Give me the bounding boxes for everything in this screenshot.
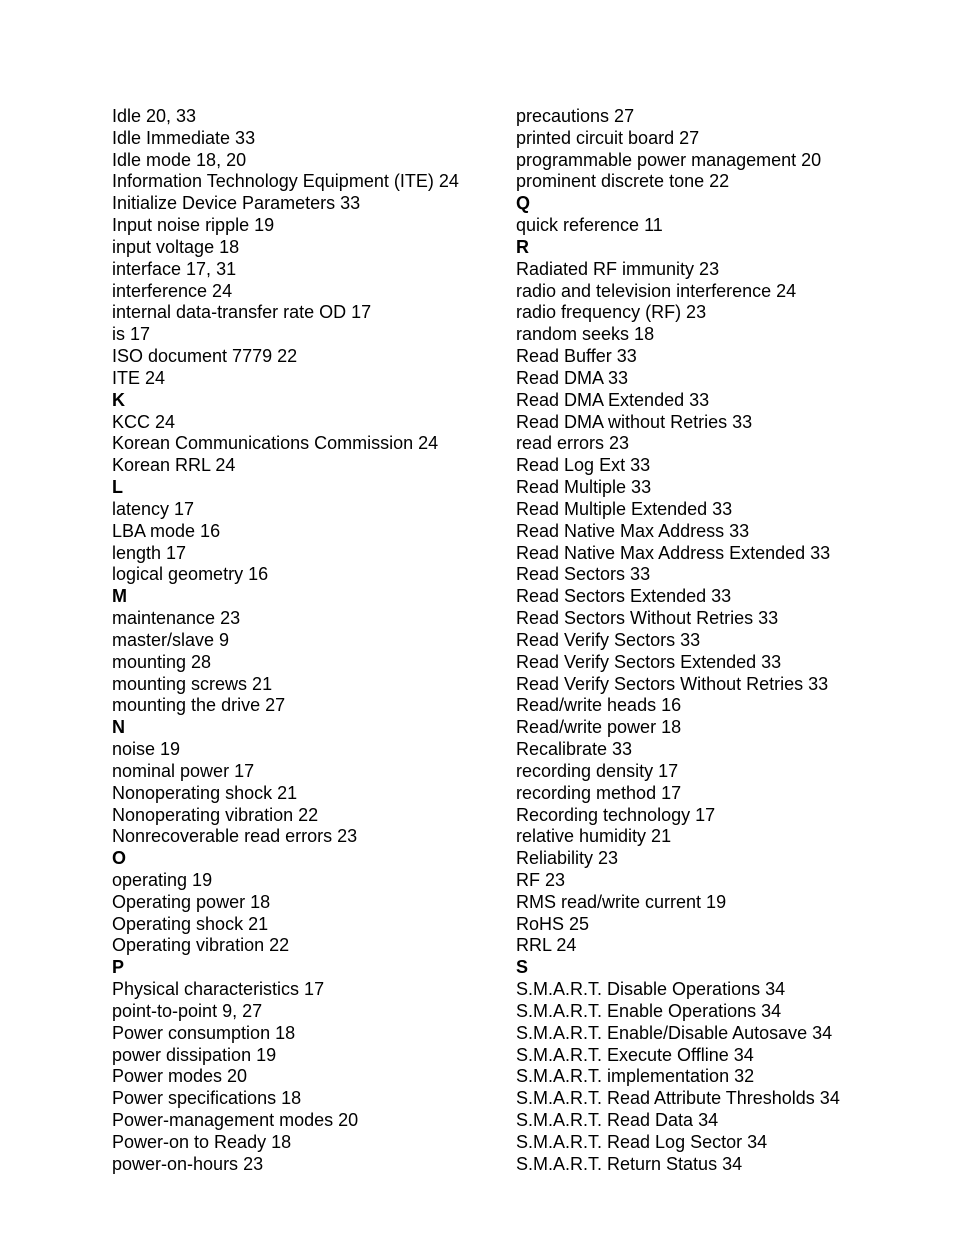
index-letter-heading: L (112, 477, 123, 498)
index-letter-heading: M (112, 586, 127, 607)
index-entry: Read Buffer 33 (516, 346, 637, 367)
index-entry: interference 24 (112, 280, 233, 301)
index-entry: recording density 17 (516, 760, 679, 781)
index-entry: Read Verify Sectors Extended 33 (516, 651, 782, 672)
index-entry: is 17 (112, 324, 151, 345)
index-entry: Power specifications 18 (112, 1088, 302, 1109)
index-entry: S.M.A.R.T. implementation 32 (516, 1066, 755, 1087)
index-letter-heading: P (112, 957, 125, 978)
index-letter-heading: R (516, 236, 529, 257)
index-entry: S.M.A.R.T. Return Status 34 (516, 1153, 743, 1174)
index-entry: Idle 20, 33 (112, 106, 197, 126)
index-letter-heading: S (516, 957, 529, 978)
index-entry: Read DMA without Retries 33 (516, 411, 753, 432)
index-entry: Korean Communications Commission 24 (112, 433, 439, 454)
index-entry: latency 17 (112, 498, 195, 519)
index-entry: KCC 24 (112, 411, 176, 432)
index-entry: Read Multiple 33 (516, 477, 652, 498)
index-entry: Read/write power 18 (516, 717, 682, 738)
index-entry: nominal power 17 (112, 760, 255, 781)
index-letter-heading: Q (516, 193, 531, 214)
index-entry: master/slave 9 (112, 629, 230, 650)
index-entry: point-to-point 9, 27 (112, 1000, 263, 1021)
index-entry: S.M.A.R.T. Disable Operations 34 (516, 979, 786, 1000)
index-entry: Recalibrate 33 (516, 739, 633, 760)
index-entry: Reliability 23 (516, 848, 619, 869)
index-entry: random seeks 18 (516, 324, 655, 345)
index-entry: Operating vibration 22 (112, 935, 290, 956)
index-entry: mounting the drive 27 (112, 695, 286, 716)
index-entry: noise 19 (112, 739, 181, 760)
index-letter-heading: O (112, 848, 127, 869)
index-entry: Read Sectors 33 (516, 564, 651, 585)
index-entry: Read DMA Extended 33 (516, 389, 710, 410)
index-entry: RoHS 25 (516, 913, 590, 934)
index-entry: Read Sectors Without Retries 33 (516, 608, 779, 629)
index-entry: S.M.A.R.T. Execute Offline 34 (516, 1044, 754, 1065)
index-entry: radio frequency (RF) 23 (516, 302, 707, 323)
index-entry: recording method 17 (516, 782, 682, 803)
index-entry: RMS read/write current 19 (516, 891, 727, 912)
index-entry: Read Native Max Address Extended 33 (516, 542, 831, 563)
index-entry: Nonrecoverable read errors 23 (112, 826, 358, 847)
index-entry: Read Log Ext 33 (516, 455, 651, 476)
index-entry: maintenance 23 (112, 608, 241, 629)
index-entry: Recording technology 17 (516, 804, 716, 825)
index-entry: prominent discrete tone 22 (516, 171, 730, 192)
index-entry: mounting screws 21 (112, 673, 273, 694)
index-entry: RRL 24 (516, 935, 577, 956)
index-entry: Operating power 18 (112, 891, 271, 912)
index-entry: Idle mode 18, 20 (112, 149, 247, 170)
index-entry: power dissipation 19 (112, 1044, 277, 1065)
index-entry: programmable power management 20 (516, 149, 822, 170)
index-entry: ISO document 7779 22 (112, 346, 298, 367)
index-entry: Read Multiple Extended 33 (516, 498, 733, 519)
index-entry: operating 19 (112, 869, 213, 890)
index-entry: S.M.A.R.T. Read Data 34 (516, 1110, 719, 1131)
index-entry: S.M.A.R.T. Enable Operations 34 (516, 1000, 782, 1021)
index-entry: Read/write heads 16 (516, 695, 682, 716)
index-entry: Input noise ripple 19 (112, 215, 275, 236)
index-entry: Read Native Max Address 33 (516, 520, 750, 541)
index-entry: radio and television interference 24 (516, 280, 797, 301)
index-entry: input voltage 18 (112, 236, 240, 257)
index-entry: internal data-transfer rate OD 17 (112, 302, 372, 323)
index-entry: quick reference 11 (516, 215, 663, 236)
index-entry: S.M.A.R.T. Enable/Disable Autosave 34 (516, 1022, 833, 1043)
index-entry: Power-on to Ready 18 (112, 1131, 292, 1152)
index-entry: interface 17, 31 (112, 258, 237, 279)
index-entry: Information Technology Equipment (ITE) 24 (112, 171, 459, 192)
index-letter-heading: N (112, 717, 125, 738)
index-entry: Nonoperating shock 21 (112, 782, 298, 803)
index-entry: Korean RRL 24 (112, 455, 236, 476)
index-entry: Physical characteristics 17 (112, 979, 325, 1000)
index-entry: RF 23 (516, 869, 566, 890)
index-entry: Operating shock 21 (112, 913, 269, 934)
index-entry: read errors 23 (516, 433, 630, 454)
index-entry: Read Verify Sectors Without Retries 33 (516, 673, 829, 694)
index-entry: S.M.A.R.T. Read Log Sector 34 (516, 1131, 768, 1152)
index-letter-heading: K (112, 389, 125, 410)
index-entry: Idle Immediate 33 (112, 127, 256, 148)
index-entry: precautions 27 (516, 106, 635, 126)
index-entry: logical geometry 16 (112, 564, 269, 585)
index-entry: Initialize Device Parameters 33 (112, 193, 361, 214)
index-entry: ITE 24 (112, 367, 166, 388)
index-entry: LBA mode 16 (112, 520, 221, 541)
index-entry: Power-management modes 20 (112, 1110, 359, 1131)
index-entry: S.M.A.R.T. Read Attribute Thresholds 34 (516, 1088, 840, 1109)
index-entry: power-on-hours 23 (112, 1153, 264, 1174)
index-entry: Read DMA 33 (516, 367, 629, 388)
index-entry: Read Sectors Extended 33 (516, 586, 732, 607)
index-entry: mounting 28 (112, 651, 212, 672)
index-entry: Nonoperating vibration 22 (112, 804, 319, 825)
index-entry: length 17 (112, 542, 187, 563)
index-entry: relative humidity 21 (516, 826, 672, 847)
index-entry: Read Verify Sectors 33 (516, 629, 701, 650)
index-entry: Power modes 20 (112, 1066, 248, 1087)
index-column-left (112, 106, 502, 1176)
index-entry: Radiated RF immunity 23 (516, 258, 720, 279)
index-entry: Power consumption 18 (112, 1022, 296, 1043)
index-entry: printed circuit board 27 (516, 127, 700, 148)
index-column-right (516, 106, 936, 1176)
